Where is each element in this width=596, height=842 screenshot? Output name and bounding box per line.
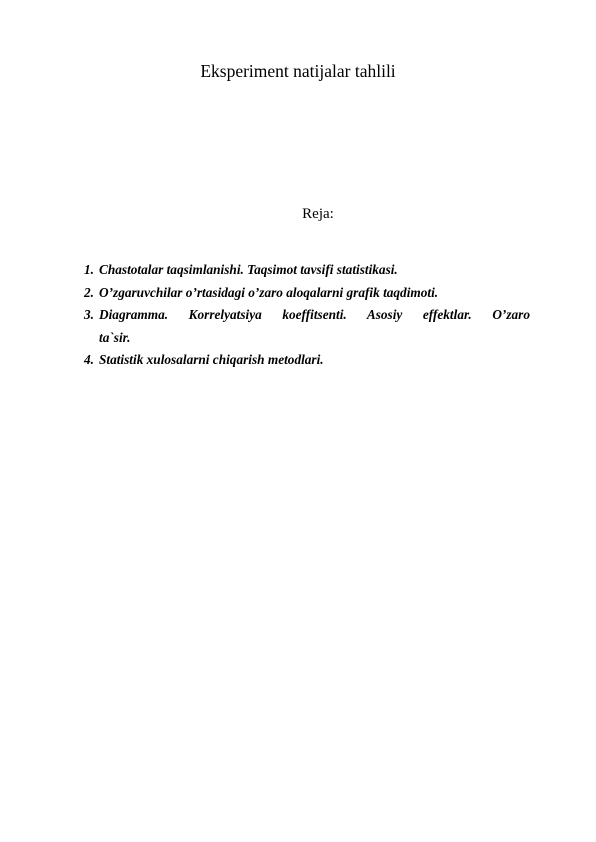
plan-item-text-line-1: Diagramma. Korrelyatsiya koeffitsenti. Asosiy effektlar. O’zaro: [99, 307, 530, 322]
plan-item-number: 2.: [84, 284, 94, 300]
plan-item-2: [84, 282, 530, 305]
page-title: Eksperiment natijalar tahlili: [200, 61, 396, 81]
plan-item-number: 1.: [84, 262, 94, 277]
plan-item-3: [84, 304, 530, 349]
plan-item-number: 3.: [84, 307, 94, 322]
plan-item-text-line-2: ta`sir.: [99, 329, 131, 345]
plan-item-4: [84, 349, 530, 372]
plan-list: [84, 259, 530, 372]
plan-heading: Reja:: [302, 206, 334, 222]
plan-item-number: 4.: [84, 352, 94, 367]
plan-item-text: Statistik xulosalarni chiqarish metodlari.: [99, 352, 324, 367]
plan-item-text: O’zgaruvchilar o’rtasidagi o’zaro aloqalarni grafik taqdimoti.: [99, 284, 439, 300]
plan-item-1: [84, 259, 530, 282]
plan-item-text: Chastotalar taqsimlanishi. Taqsimot tavsifi statistikasi.: [99, 262, 398, 277]
